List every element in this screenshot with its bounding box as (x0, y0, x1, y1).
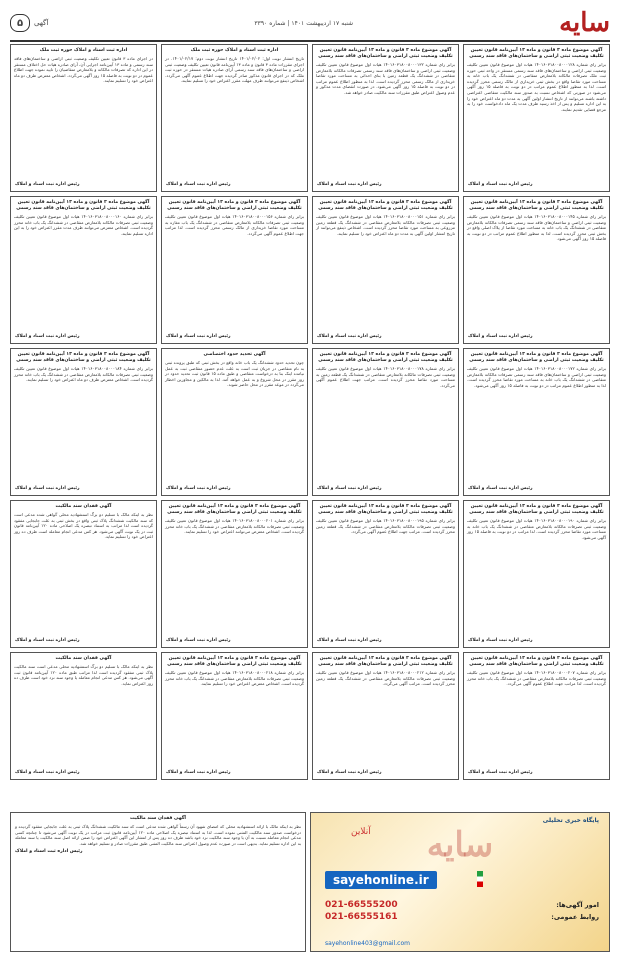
bottom-notice-title: آگهی فقدان سند مالکیت (130, 816, 186, 821)
flag-icon (477, 871, 483, 887)
notice-title: آگهی موضوع ماده ۳ قانون و ماده ۱۳ آیین‌نامه قانون تعیین تکلیف وضعیت ثبتی اراضی و ساختمان‌های فاقد سند رسمی (318, 200, 453, 211)
section-info (10, 14, 48, 32)
notice-body: چون تحدید حدود ششدانگ یک باب خانه واقع در بخش ثبتی که طبق پرونده ثبتی به نام متقاضی در جریان ثبت است به علت عدم حضور متقاضی ثبت به عمل نیامده اینک بنا به درخواست متقاضی و طبق ماده ۱۵ قانون ثبت تحدید حدود در روز مقرر در محل شروع و به عمل خواهد آمد. لذا به مالکین و مجاورین اخطار می‌گردد در موعد مقرر در محل حاضر شوند. (165, 360, 304, 388)
ads-label: امور آگهی‌ها: (556, 901, 599, 909)
notice-body: برابر رای شماره ۱۴۰۱۶۰۳۱۸۰۰۸۰۰۰۲۱۸ هیات اول موضوع قانون تعیین تکلیف وضعیت ثبتی تصرفات مالکانه بلامعارض متقاضی در ششدانگ یک باب خانه محرز گردیده است. اشخاص معترض اعتراض خود را تسلیم نمایند. (165, 670, 305, 687)
notice-title: آگهی موضوع ماده ۳ قانون و ماده ۱۳ آیین‌نامه قانون تعیین تکلیف وضعیت ثبتی اراضی و ساختمان‌های فاقد سند رسمی (318, 504, 453, 515)
notice-signature: رئیس اداره ثبت اسناد و املاک (317, 182, 382, 187)
legal-notice (312, 348, 459, 496)
bottom-notice-body: نظر به اینکه مالک با ارائه استشهادیه محلی که امضای شهود آن رسماً گواهی شده مدعی است که سند مالکیت ششدانگ پلاک ثبتی به علت جابجایی مفقود گردیده و درخواست صدور سند مالکیت المثنی نموده است، لذا به استناد تبصره یک اصلاحی ماده ۱۲۰ آیین‌نامه قانون ثبت مراتب در یک نوبت آگهی می‌شود تا چنانچه کسی مدعی انجام معامله نسبت به آن یا وجود سند مالکیت نزد خود باشد ظرف ده روز پس از انتشار این آگهی اعتراض خود را ضمن ارائه اصل سند مالکیت یا سند معامله به این اداره تسلیم نماید. بدیهی است در صورت عدم وصول اعتراض سند مالکیت المثنی طبق مقررات صادر و تسلیم خواهد شد. (15, 824, 301, 846)
bottom-section (10, 812, 610, 952)
notice-body: برابر رای شماره ۱۴۰۱۶۰۳۱۸۰۰۸۰۰۰۱۴۵ هیات اول موضوع قانون تعیین تکلیف وضعیت ثبتی اراضی و ساختمان‌های فاقد سند رسمی تصرفات مالکانه بلامعارض متقاضی در ششدانگ یک باب خانه به مساحت مورد تقاضا از پلاک اصلی واقع در بخش ثبتی محرز گردیده است. لذا به منظور اطلاع عموم مراتب در دو نوبت به فاصله ۱۵ روز آگهی می‌شود. (467, 214, 607, 242)
ads-row (10, 652, 610, 780)
legal-notice (463, 348, 610, 496)
notice-title: آگهی موضوع ماده ۳ قانون و ماده ۱۳ آیین‌نامه قانون تعیین تکلیف وضعیت ثبتی اراضی و ساختمان‌های فاقد سند رسمی (167, 200, 302, 211)
notice-signature: رئیس اداره ثبت اسناد و املاک (317, 638, 382, 643)
legal-notice (10, 652, 157, 780)
page-header (10, 6, 610, 42)
ads-phone: 021-66555200 (325, 900, 398, 910)
pr-phone: 021-66555161 (325, 912, 398, 922)
notice-body: برابر رای شماره ۱۴۰۱۶۰۳۱۸۰۰۸۰۰۰۱۲۸ هیات اول موضوع قانون تعیین تکلیف وضعیت ثبتی اراضی و ساختمان‌های فاقد سند رسمی مستقر در واحد ثبتی حوزه ثبت ملک تصرفات مالکانه بلامعارض متقاضی در ششدانگ یک باب خانه به مساحت مورد تقاضا واقع در بخش ثبتی خریداری از مالک رسمی محرز گردیده است. لذا به منظور اطلاع عموم مراتب در دو نوبت به فاصله ۱۵ روز آگهی می‌شود در صورتی که اشخاص نسبت به صدور سند مالکیت متقاضی اعتراضی داشته باشند می‌توانند از تاریخ انتشار اولین آگهی به مدت دو ماه اعتراض خود را به این اداره تسلیم و پس از اخذ رسید ظرف مدت یک ماه دادخواست خود را به مرجع قضایی تقدیم نمایند. (467, 62, 607, 112)
promo-brand: سایه (426, 825, 494, 865)
notice-title: آگهی موضوع ماده ۳ قانون و ماده ۱۳ آیین‌نامه قانون تعیین تکلیف وضعیت ثبتی اراضی و ساختمان‌های فاقد سند رسمی (469, 504, 604, 515)
legal-notice (10, 44, 157, 192)
legal-notice (161, 348, 308, 496)
notice-title: آگهی موضوع ماده ۳ قانون و ماده ۱۳ آیین‌نامه قانون تعیین تکلیف وضعیت ثبتی اراضی و ساختمان‌های فاقد سند رسمی (469, 48, 604, 59)
legal-notice (161, 44, 308, 192)
legal-notice (312, 500, 459, 648)
notice-body: نظر به اینکه مالک با تسلیم دو برگ استشهادیه محلی مدعی است سند مالکیت پلاک ثبتی مفقود گردیده است لذا مراتب طبق ماده ۱۲۰ آیین‌نامه قانون ثبت آگهی می‌شود. هر کس مدعی انجام معامله یا وجود سند نزد خود است ظرف ده روز اعتراض نماید. (14, 664, 153, 686)
issue-date: شنبه ۱۷ اردیبهشت ۱۴۰۱ | شماره ۳۳۹۰ (254, 19, 354, 27)
legal-notice (10, 348, 157, 496)
ads-row (10, 500, 610, 648)
notice-body: برابر رای شماره ۱۴۰۱۶۰۳۱۸۰۰۸۰۰۰۲۰۷ هیات اول موضوع قانون تعیین تکلیف وضعیت ثبتی تصرفات مالکانه بلامعارض متقاضی در ششدانگ یک باب خانه محرز گردیده است. لذا مراتب جهت اطلاع عموم آگهی می‌گردد. (467, 670, 607, 687)
legal-notice (463, 196, 610, 344)
notice-body: برابر رای شماره ۱۴۰۱۶۰۳۱۸۰۰۸۰۰۰۱۵۱ هیات اول موضوع قانون تعیین تکلیف وضعیت ثبتی تصرفات مالکانه بلامعارض متقاضی در ششدانگ یک قطعه زمین مزروعی به مساحت مورد تقاضا محرز گردیده است. اشخاص ذینفع می‌توانند از تاریخ انتشار اولین آگهی به مدت دو ماه اعتراض خود را تسلیم نمایند. (316, 214, 456, 236)
notice-signature: رئیس اداره ثبت اسناد و املاک (317, 770, 382, 775)
legal-notice (161, 196, 308, 344)
ads-row (10, 44, 610, 192)
notice-body: برابر رای شماره ۱۴۰۱۶۰۳۱۸۰۰۸۰۰۰۲۰۱ هیات اول موضوع قانون تعیین تکلیف وضعیت ثبتی تصرفات مالکانه بلامعارض متقاضی در ششدانگ یک باب خانه محرز گردیده است. اشخاص معترض می‌توانند اعتراض خود را تسلیم نمایند. (165, 518, 305, 535)
notice-signature: رئیس اداره ثبت اسناد و املاک (15, 638, 80, 643)
newspaper-logo: سایه (559, 8, 610, 38)
page-number: ۵ (10, 14, 30, 32)
notice-title: آگهی موضوع ماده ۳ قانون و ماده ۱۳ آیین‌نامه قانون تعیین تکلیف وضعیت ثبتی اراضی و ساختمان‌های فاقد سند رسمی (16, 200, 151, 211)
promo-heading: پایگاه خبری تحلیلی (542, 817, 599, 824)
notice-signature: رئیس اداره ثبت اسناد و املاک (468, 334, 533, 339)
notice-body: برابر رای شماره ۱۴۰۱۶۰۳۱۸۰۰۸۰۰۰۱۹۵ هیات اول موضوع قانون تعیین تکلیف وضعیت ثبتی تصرفات مالکانه بلامعارض متقاضی در ششدانگ یک قطعه زمین محرز گردیده است. مراتب جهت اطلاع عموم آگهی می‌گردد. (316, 518, 456, 535)
notice-signature: رئیس اداره ثبت اسناد و املاک (166, 182, 231, 187)
notice-body: نظر به اینکه مالک با تسلیم دو برگ استشهادیه محلی گواهی شده مدعی است که سند مالکیت ششدانگ پلاک ثبتی واقع در بخش ثبتی به علت جابجایی مفقود گردیده است لذا مراتب به استناد تبصره یک اصلاحی ماده ۱۲۰ آیین‌نامه قانون ثبت در یک نوبت آگهی می‌شود. هر کس مدعی انجام معامله است ظرف ده روز اعتراض خود را تسلیم نماید. (14, 512, 153, 540)
bottom-notice-sign: رئیس اداره ثبت اسناد و املاک (15, 849, 83, 855)
notice-body: برابر رای شماره ۱۴۰۱۶۰۳۱۸۰۰۸۰۰۰۱۹۰ هیات اول موضوع قانون تعیین تکلیف وضعیت ثبتی تصرفات مالکانه بلامعارض متقاضی در ششدانگ یک باب خانه به مساحت مورد تقاضا محرز گردیده است. لذا مراتب در دو نوبت به فاصله ۱۵ روز آگهی می‌شود. (467, 518, 607, 540)
notice-signature: رئیس اداره ثبت اسناد و املاک (15, 486, 80, 491)
notice-signature: رئیس اداره ثبت اسناد و املاک (468, 486, 533, 491)
legal-notice (312, 652, 459, 780)
legal-notice (312, 196, 459, 344)
ads-row (10, 196, 610, 344)
notice-title: آگهی موضوع ماده ۳ قانون و ماده ۱۳ آیین‌نامه قانون تعیین تکلیف وضعیت ثبتی اراضی و ساختمان‌های فاقد سند رسمی (469, 656, 604, 667)
promo-brand-sub: آنلاین (351, 827, 371, 837)
legal-notice (161, 500, 308, 648)
notice-title: آگهی موضوع ماده ۳ قانون و ماده ۱۳ آیین‌نامه قانون تعیین تکلیف وضعیت ثبتی اراضی و ساختمان‌های فاقد سند رسمی (469, 200, 604, 211)
promo-contact-labels (551, 899, 599, 923)
ads-row (10, 348, 610, 496)
promo-email[interactable]: sayehonline403@gmail.com (325, 940, 410, 947)
notice-signature: رئیس اداره ثبت اسناد و املاک (15, 334, 80, 339)
notice-title: آگهی موضوع ماده ۳ قانون و ماده ۱۳ آیین‌نامه قانون تعیین تکلیف وضعیت ثبتی اراضی و ساختمان‌های فاقد سند رسمی (167, 504, 302, 515)
notice-title: آگهی فقدان سند مالکیت (55, 656, 112, 661)
notice-signature: رئیس اداره ثبت اسناد و املاک (317, 486, 382, 491)
notice-body: برابر رای شماره ۱۴۰۱۶۰۳۱۸۰۰۸۰۰۰۱۷۲ هیات اول موضوع قانون تعیین تکلیف وضعیت ثبتی اراضی و ساختمان‌های فاقد سند رسمی تصرفات مالکانه بلامعارض متقاضی در ششدانگ یک باب خانه به مساحت مورد تقاضا محرز گردیده است. لذا به منظور اطلاع عموم مراتب در دو نوبت به فاصله ۱۵ روز آگهی می‌شود. (467, 366, 607, 388)
notice-signature: رئیس اداره ثبت اسناد و املاک (468, 638, 533, 643)
notice-title: آگهی موضوع ماده ۳ قانون و ماده ۱۳ آیین‌نامه قانون تعیین تکلیف وضعیت ثبتی اراضی و ساختمان‌های فاقد سند رسمی (469, 352, 604, 363)
notice-title: آگهی فقدان سند مالکیت (55, 504, 112, 509)
notice-body: برابر رای شماره ۱۴۰۱۶۰۳۱۸۰۰۸۰۰۰۱۳۲ هیات اول موضوع قانون تعیین تکلیف وضعیت ثبتی اراضی و ساختمان‌های فاقد سند رسمی تصرفات مالکانه بلامعارض متقاضی در ششدانگ یک قطعه زمین با بنای احداثی به مساحت مورد تقاضا خریداری از مالک رسمی محرز گردیده است. لذا به منظور اطلاع عموم مراتب در دو نوبت به فاصله ۱۵ روز آگهی می‌شود. در صورت انقضای مدت مذکور و عدم وصول اعتراض طبق مقررات سند مالکیت صادر خواهد شد. (316, 62, 456, 95)
ads-grid (10, 44, 610, 784)
pr-label: روابط عمومی: (551, 913, 599, 921)
notice-title: آگهی موضوع ماده ۳ قانون و ماده ۱۳ آیین‌نامه قانون تعیین تکلیف وضعیت ثبتی اراضی و ساختمان‌های فاقد سند رسمی (318, 352, 453, 363)
notice-body: برابر رای شماره ۱۴۰۱۶۰۳۱۸۰۰۸۰۰۰۱۷۸ هیات اول موضوع قانون تعیین تکلیف وضعیت ثبتی تصرفات مالکانه بلامعارض متقاضی در ششدانگ یک قطعه زمین به مساحت مورد تقاضا محرز گردیده است. مراتب جهت اطلاع عموم آگهی می‌گردد. (316, 366, 456, 388)
notice-title: اداره ثبت اسناد و املاک حوزه ثبت ملک (190, 48, 279, 53)
notice-title: آگهی موضوع ماده ۳ قانون و ماده ۱۳ آیین‌نامه قانون تعیین تکلیف وضعیت ثبتی اراضی و ساختمان‌های فاقد سند رسمی (318, 48, 453, 59)
legal-notice (312, 44, 459, 192)
notice-title: اداره ثبت اسناد و املاک حوزه ثبت ملک (39, 48, 128, 53)
legal-notice (10, 500, 157, 648)
notice-signature: رئیس اداره ثبت اسناد و املاک (166, 486, 231, 491)
notice-signature: رئیس اداره ثبت اسناد و املاک (317, 334, 382, 339)
notice-signature: رئیس اداره ثبت اسناد و املاک (15, 770, 80, 775)
notice-body: تاریخ انتشار نوبت اول: ۱۴۰۱/۰۲/۰۲ تاریخ انتشار نوبت دوم: ۱۴۰۱/۰۲/۱۷. در اجرای مقررات ماده ۳ قانون و ماده ۱۳ آیین‌نامه قانون تعیین تکلیف وضعیت ثبتی اراضی و ساختمان‌های فاقد سند رسمی آرای صادره هیات مستقر در حوزه ثبت ملک که در اجرای قانون مذکور صادر گردیده جهت اطلاع عموم آگهی می‌گردد. اشخاص ذینفع می‌توانند ظرف مهلت مقرر اعتراض خود را تسلیم نمایند. (165, 56, 304, 84)
notice-body: برابر رای شماره ۱۴۰۱۶۰۳۱۸۰۰۸۰۰۰۱۸۴ هیات اول موضوع قانون تعیین تکلیف وضعیت ثبتی تصرفات مالکانه بلامعارض متقاضی در ششدانگ یک باب خانه محرز گردیده است. اشخاص معترض ظرف دو ماه اعتراض خود را تسلیم نمایند. (14, 366, 154, 383)
notice-title: آگهی موضوع ماده ۳ قانون و ماده ۱۳ آیین‌نامه قانون تعیین تکلیف وضعیت ثبتی اراضی و ساختمان‌های فاقد سند رسمی (16, 352, 151, 363)
section-label: آگهی (34, 19, 49, 27)
notice-body: برابر رای شماره ۱۴۰۱۶۰۳۱۸۰۰۸۰۰۰۲۱۲ هیات اول موضوع قانون تعیین تکلیف وضعیت ثبتی تصرفات مالکانه بلامعارض متقاضی در ششدانگ یک قطعه زمین محرز گردیده است. مراتب آگهی می‌گردد. (316, 670, 456, 687)
notice-signature: رئیس اداره ثبت اسناد و املاک (166, 638, 231, 643)
promo-phones (325, 899, 398, 923)
notice-signature: رئیس اداره ثبت اسناد و املاک (468, 182, 533, 187)
notice-title: آگهی موضوع ماده ۳ قانون و ماده ۱۳ آیین‌نامه قانون تعیین تکلیف وضعیت ثبتی اراضی و ساختمان‌های فاقد سند رسمی (318, 656, 453, 667)
legal-notice (463, 44, 610, 192)
bottom-notice (10, 812, 306, 952)
promo-banner[interactable] (310, 812, 610, 952)
notice-signature: رئیس اداره ثبت اسناد و املاک (166, 334, 231, 339)
notice-body: در اجرای ماده ۳ قانون تعیین تکلیف وضعیت ثبتی اراضی و ساختمان‌های فاقد سند رسمی و ماده ۱۳ آیین‌نامه اجرایی آن، آرای صادره هیات حل اختلاف مستقر در این اداره که تصرفات مالکانه و بلامعارض متقاضیان را تایید نموده جهت اطلاع عموم در دو نوبت به فاصله ۱۵ روز آگهی می‌گردد. اشخاص معترض ظرف دو ماه اعتراض خود را تسلیم نمایند. (13, 56, 154, 84)
notice-body: برابر رای شماره ۱۴۰۱۶۰۳۱۸۰۰۸۰۰۰۱۵۶ هیات اول موضوع قانون تعیین تکلیف وضعیت ثبتی تصرفات مالکانه بلامعارض متقاضی در ششدانگ یک باب مغازه به مساحت مورد تقاضا خریداری از مالک رسمی محرز گردیده است. لذا مراتب جهت اطلاع عموم آگهی می‌گردد. (165, 214, 305, 236)
notice-body: برابر رای شماره ۱۴۰۱۶۰۳۱۸۰۰۸۰۰۰۱۶۰ هیات اول موضوع قانون تعیین تکلیف وضعیت ثبتی تصرفات مالکانه بلامعارض متقاضی در ششدانگ یک باب خانه محرز گردیده است. اشخاص معترض می‌توانند ظرف مدت مقرر اعتراض خود را به این اداره تسلیم نمایند. (14, 214, 154, 236)
legal-notice (161, 652, 308, 780)
legal-notice (463, 652, 610, 780)
notice-signature: رئیس اداره ثبت اسناد و املاک (468, 770, 533, 775)
notice-title: آگهی موضوع ماده ۳ قانون و ماده ۱۳ آیین‌نامه قانون تعیین تکلیف وضعیت ثبتی اراضی و ساختمان‌های فاقد سند رسمی (167, 656, 302, 667)
notice-signature: رئیس اداره ثبت اسناد و املاک (166, 770, 231, 775)
legal-notice (10, 196, 157, 344)
legal-notice (463, 500, 610, 648)
notice-signature: رئیس اداره ثبت اسناد و املاک (15, 182, 80, 187)
notice-title: آگهی تحدید حدود اختصاصی (203, 352, 266, 357)
promo-website-link[interactable]: sayehonline.ir (325, 871, 437, 889)
